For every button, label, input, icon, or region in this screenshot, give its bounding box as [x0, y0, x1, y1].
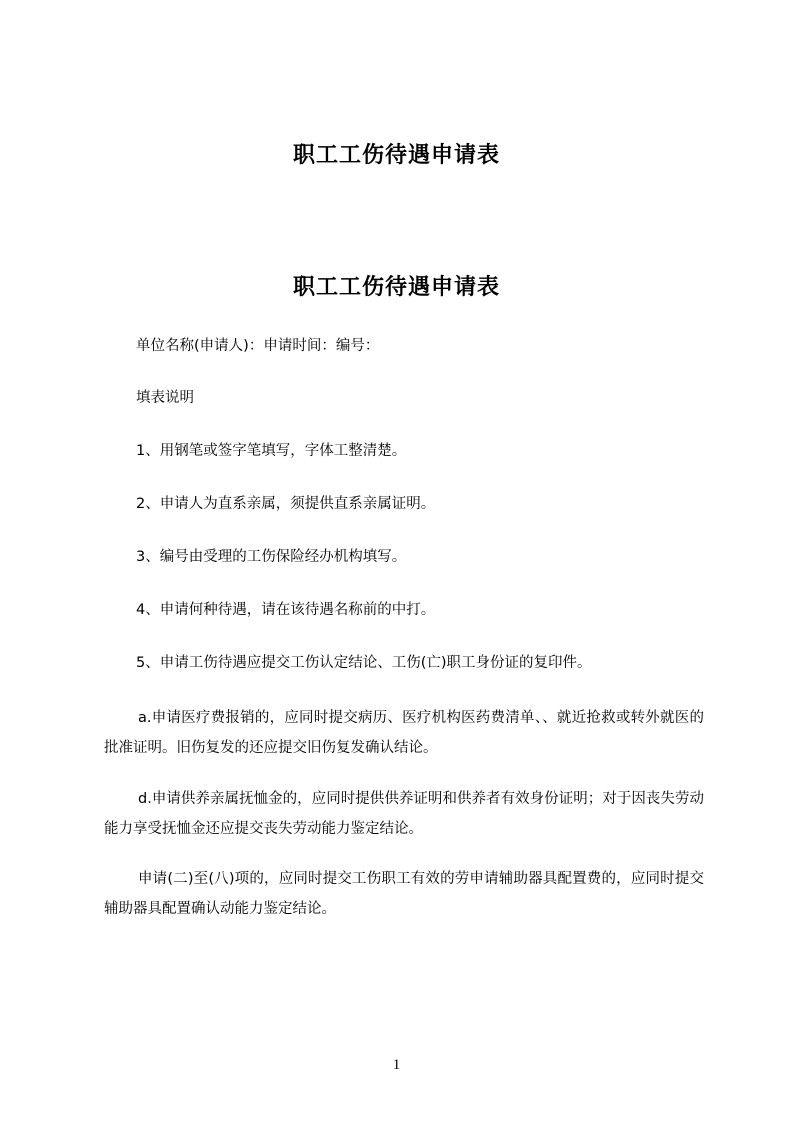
instruction-item: 3、编号由受理的工伤保险经办机构填写。 — [136, 549, 407, 565]
instruction-item: 4、申请何种待遇，请在该待遇名称前的中打。 — [136, 602, 436, 618]
instruction-paragraph: a.申请医疗费报销的，应同时提交病历、医疗机构医药费清单、、就近抢救或转外就医的批准证明。旧伤复发的还应提交旧伤复发确认结论。 — [104, 710, 704, 756]
page-number: 1 — [392, 1057, 401, 1073]
instructions-heading: 填表说明 — [136, 390, 194, 406]
document-title: 职工工伤待遇申请表 — [292, 143, 500, 168]
instruction-item: 1、用钢笔或签字笔填写，字体工整清楚。 — [136, 443, 407, 459]
form-title: 职工工伤待遇申请表 — [292, 275, 500, 300]
instruction-item: 5、申请工伤待遇应提交工伤认定结论、工伤(亡)职工身份证的复印件。 — [136, 655, 592, 671]
instruction-paragraph: 申请(二)至(八)项的，应同时提交工伤职工有效的劳申请辅助器具配置费的，应同时提交辅助器具配置确认动能力鉴定结论。 — [104, 871, 704, 917]
instruction-item: 2、申请人为直系亲属，须提供直系亲属证明。 — [136, 496, 436, 512]
header-fields: 单位名称(申请人)：申请时间：编号： — [136, 338, 380, 354]
instruction-paragraph: d.申请供养亲属抚恤金的，应同时提供供养证明和供养者有效身份证明；对于因丧失劳动能力享受抚恤金还应提交丧失劳动能力鉴定结论。 — [104, 791, 704, 837]
